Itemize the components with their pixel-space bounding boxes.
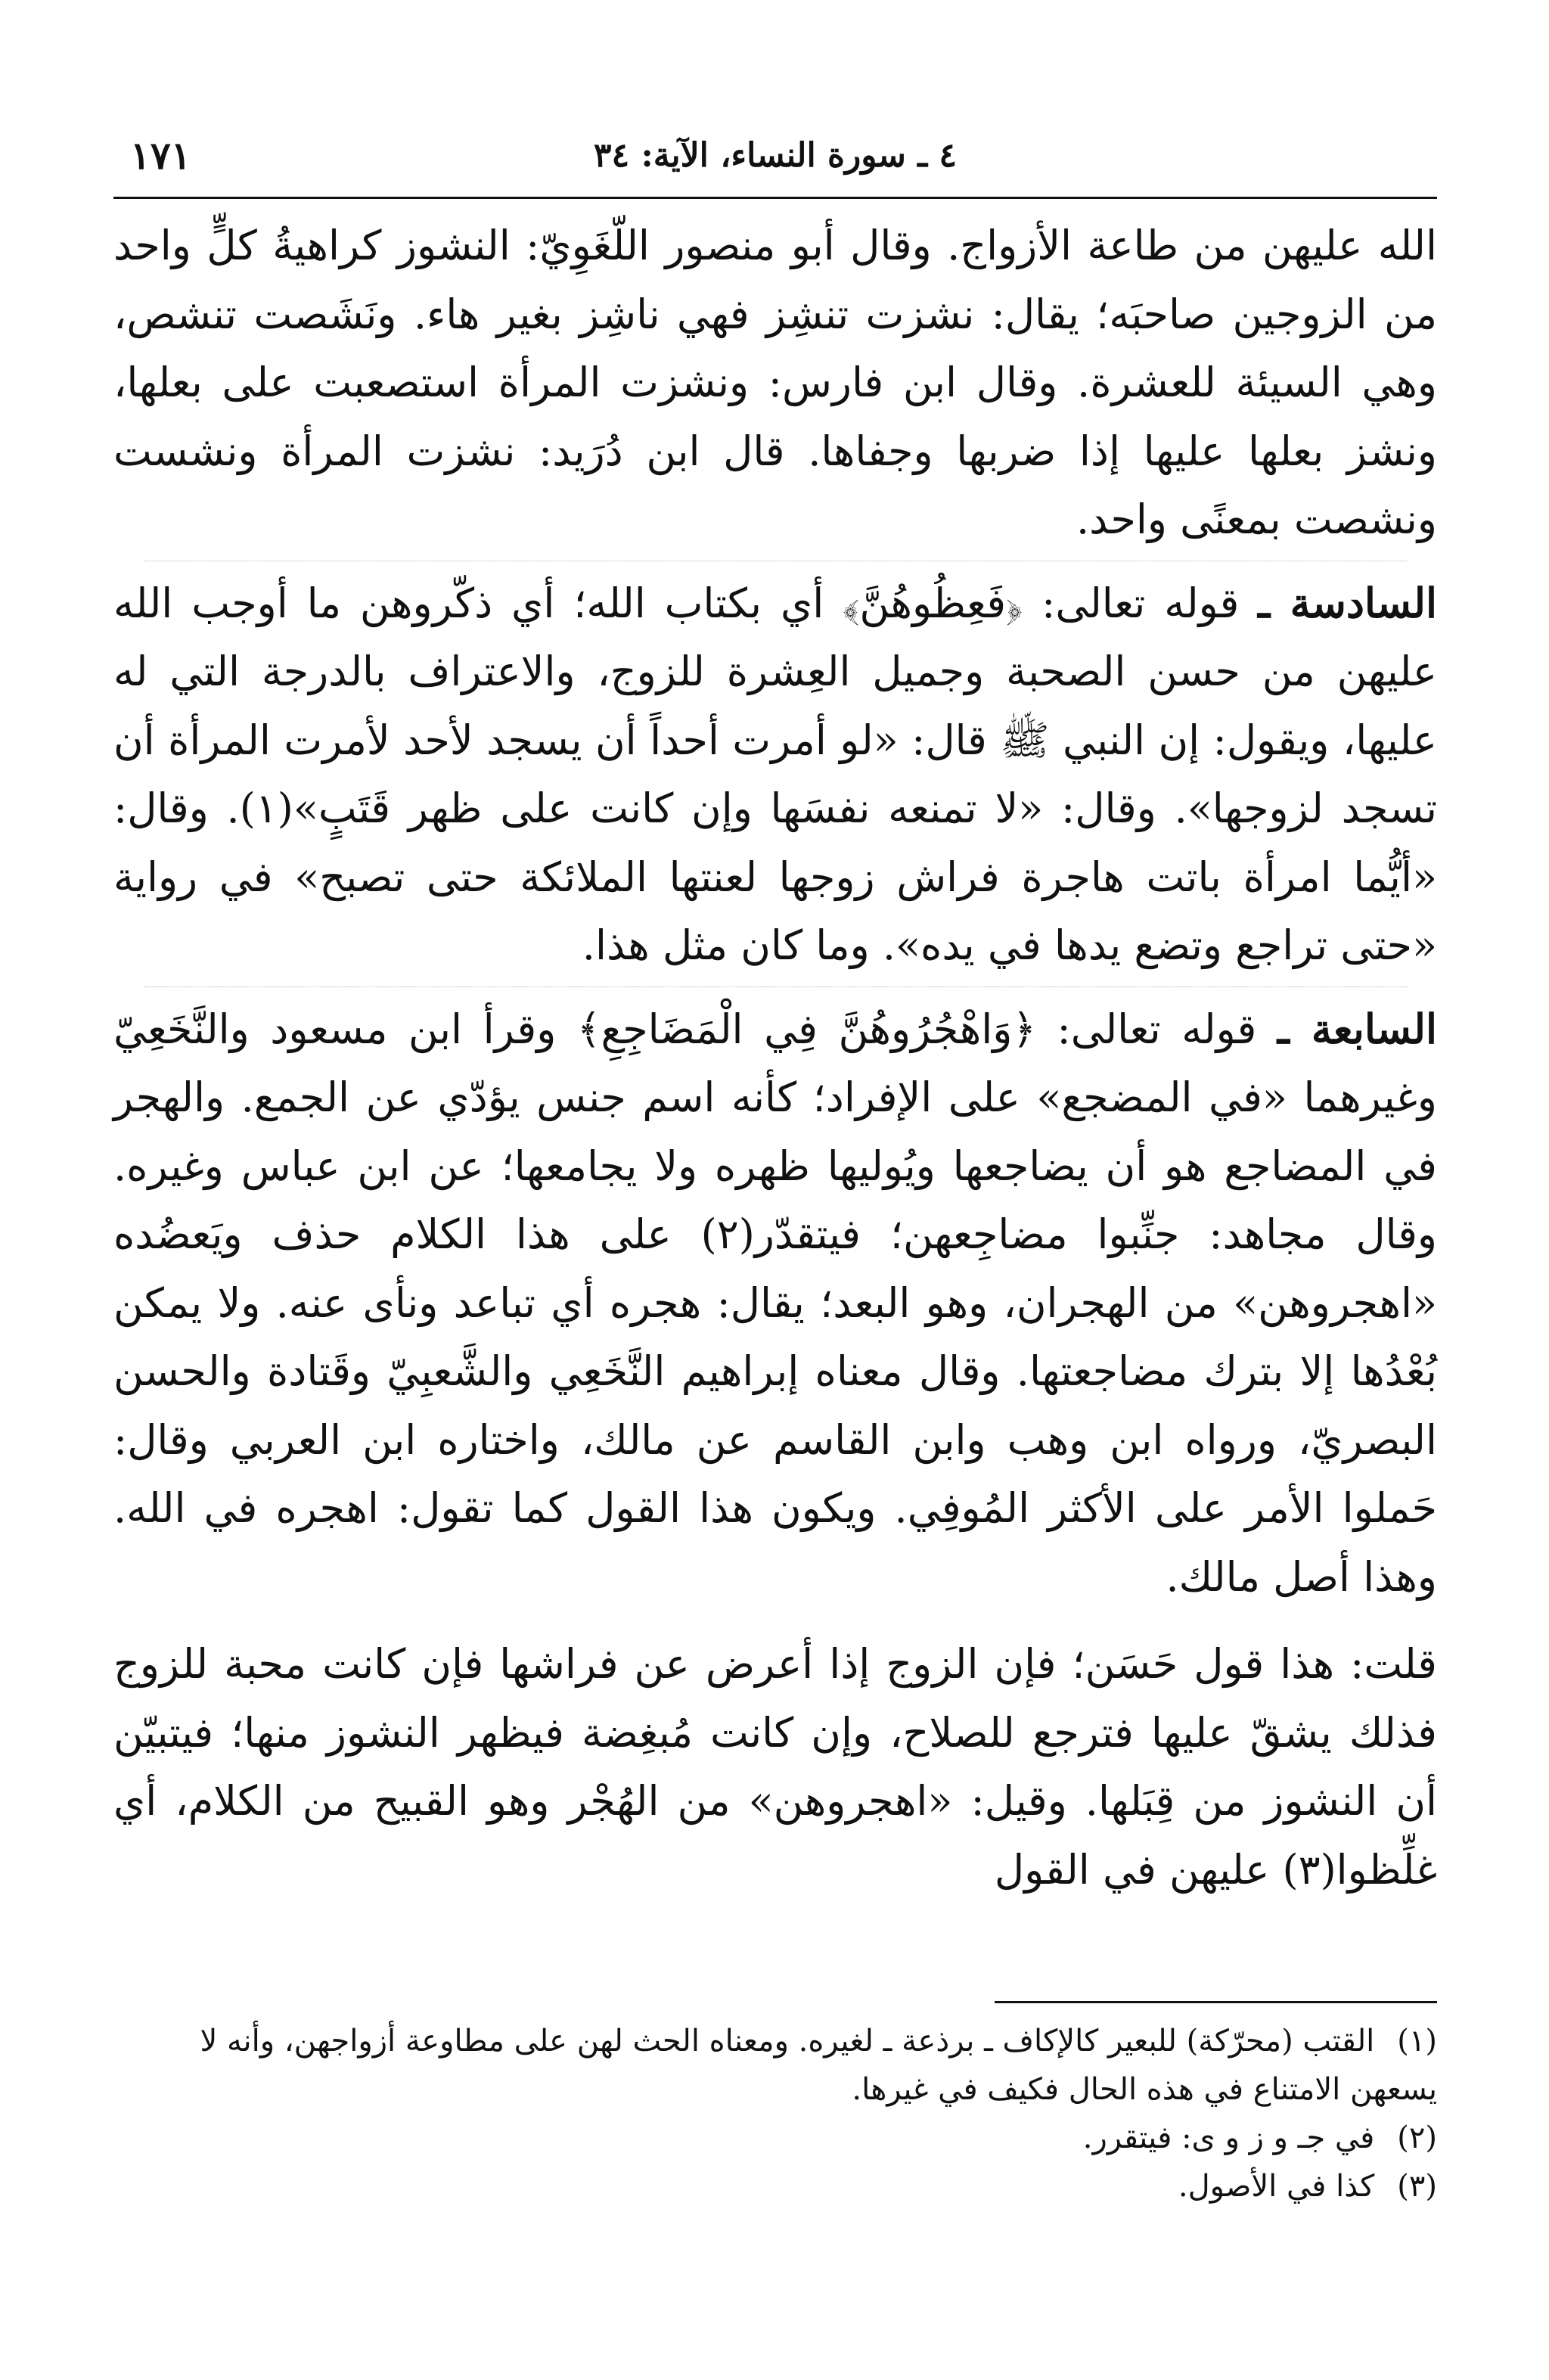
paragraph-lead: السادسة ـ xyxy=(1258,578,1438,627)
page-number: ١٧١ xyxy=(130,133,191,178)
footnote-1 xyxy=(113,2017,1437,2114)
paragraph-text: قوله تعالى: ﴿وَاهْجُرُوهُنَّ فِي الْمَضَاجِعِ﴾ وقرأ ابن مسعود والنَّخَعِيّ وغيرهما «في المضجع» على الإفراد؛ كأنه اسم جنس يؤدّي عن الجمع. والهجر في المضاجع هو أن يضاجعها ويُوليها ظهره ولا يجامعها؛ عن ابن عباس وغيره. وقال مجاهد: جنِّبوا مضاجِعهن؛ فيتقدّر(٢) على هذا الكلام حذف ويَعضُده «اهجروهن» من الهجران، وهو البعد؛ يقال: هجره أي تباعد ونأى عنه. ولا يمكن بُعْدُها إلا بترك مضاجعتها. وقال معناه إبراهيم النَّخَعِي والشَّعبِيّ وقَتادة والحسن البصريّ، ورواه ابن وهب وابن القاسم عن مالك، واختاره ابن العربي وقال: حَملوا الأمر على الأكثر المُوفِي. ويكون هذا القول كما تقول: اهجره في الله. وهذا أصل مالك. xyxy=(113,1005,1437,1601)
footnotes xyxy=(113,2001,1437,2211)
body-text xyxy=(113,211,1437,1904)
footnote-number: (٢) xyxy=(1397,2121,1437,2155)
footnote-number: (٣) xyxy=(1397,2169,1437,2204)
header-rule xyxy=(113,197,1437,199)
running-header xyxy=(113,129,1437,189)
paragraph-1 xyxy=(113,211,1437,555)
paragraph-text: الله عليهن من طاعة الأزواج. وقال أبو منصور اللّغَوِيّ: النشوز كراهيةُ كلٍّ واحد من الزوجين صاحبَه؛ يقال: نشزت تنشِز فهي ناشِز بغير هاء. ونَشَصت تنشص، وهي السيئة للعشرة. وقال ابن فارس: ونشزت المرأة استصعبت على بعلها، ونشز بعلها عليها إذا ضربها وجفاها. قال ابن دُرَيد: نشزت المرأة ونشست ونشصت بمعنًى واحد. xyxy=(113,222,1437,543)
footnote-2 xyxy=(113,2114,1437,2162)
footnote-text: كذا في الأصول. xyxy=(1178,2169,1375,2204)
footnote-3 xyxy=(113,2162,1437,2211)
paragraph-text: قوله تعالى: ﴿فَعِظُوهُنَّ﴾ أي بكتاب الله؛ أي ذكّروهن ما أوجب الله عليهن من حسن الصحبة وجميل العِشرة للزوج، والاعتراف بالدرجة التي له عليها، ويقول: إن النبي ﷺ قال: «لو أمرت أحداً أن يسجد لأحد لأمرت المرأة أن تسجد لزوجها». وقال: «لا تمنعه نفسَها وإن كانت على ظهر قَتَبٍ»(١). وقال: «أيُّما امرأة باتت هاجرة فراش زوجها لعنتها الملائكة حتى تصبح» في رواية «حتى تراجع وتضع يدها في يده». وما كان مثل هذا. xyxy=(113,579,1437,969)
paragraph-sixth xyxy=(113,569,1437,980)
paragraph-commentary xyxy=(113,1630,1437,1904)
footnote-text: القتب (محرّكة) للبعير كالإكاف ـ برذعة ـ لغيره. ومعناه الحث لهن على مطاوعة أزواجهن، وأنه لا يسعهن الامتناع في هذه الحال فكيف في غيرها. xyxy=(200,2024,1437,2107)
footnote-number: (١) xyxy=(1397,2024,1437,2058)
paragraph-gap xyxy=(113,1611,1437,1630)
paragraph-seventh xyxy=(113,995,1437,1612)
paragraph-lead: السابعة ـ xyxy=(1277,1004,1437,1053)
footnote-text: في جـ و ز و ى: فيتقرر. xyxy=(1082,2121,1375,2155)
paragraph-text: قلت: هذا قول حَسَن؛ فإن الزوج إذا أعرض عن فراشها فإن كانت محبة للزوج فذلك يشقّ عليها فترجع للصلاح، وإن كانت مُبغِضة فيظهر النشوز منها؛ فيتبيّن أن النشوز من قِبَلها. وقيل: «اهجروهن» من الهُجْر وهو القبيح من الكلام، أي غلِّظوا(٣) عليهن في القول xyxy=(113,1640,1437,1894)
paragraph-separator xyxy=(144,986,1407,987)
running-title: ٤ ـ سورة النساء، الآية: ٣٤ xyxy=(593,136,958,175)
footnote-rule xyxy=(995,2001,1437,2003)
book-page xyxy=(113,129,1437,2338)
